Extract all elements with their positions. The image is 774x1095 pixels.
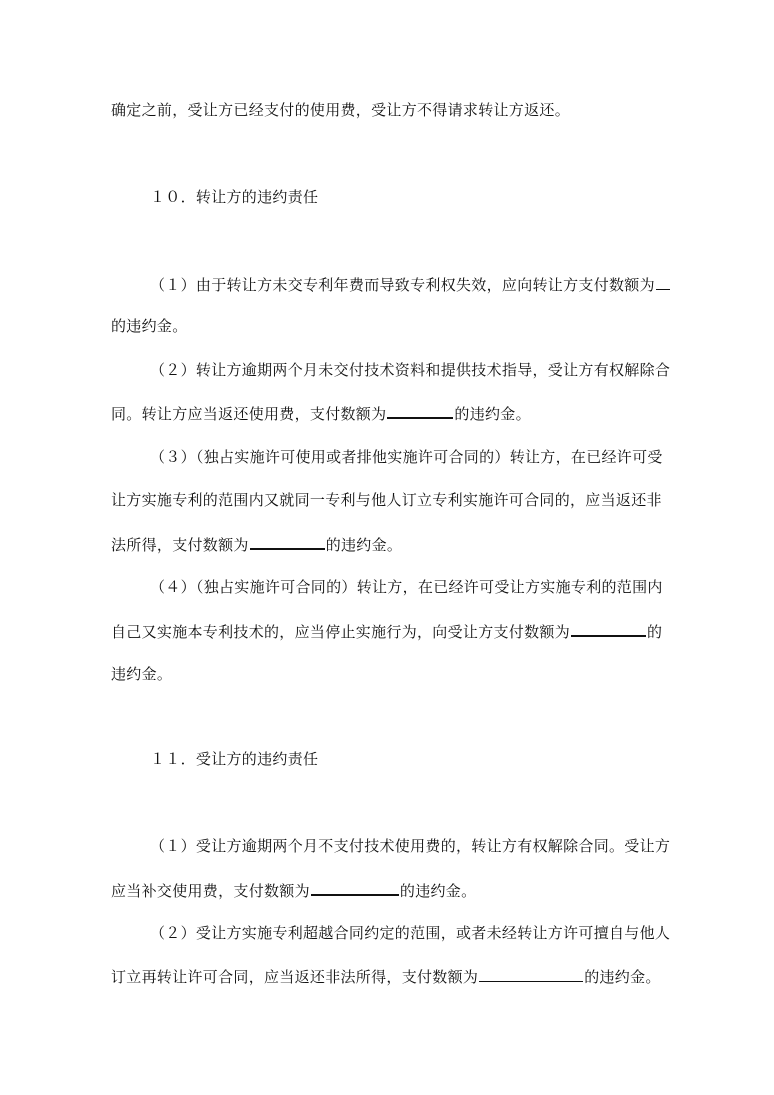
paragraph-line: （２）转让方逾期两个月未交付技术资料和提供技术指导，受让方有权解除合	[150, 361, 671, 379]
paragraph-line	[111, 533, 402, 555]
paragraph-line: 确定之前，受让方已经支付的使用费，受让方不得请求转让方返还。	[111, 101, 571, 119]
clause-text: 应当补交使用费，支付数额为	[111, 882, 310, 900]
clause-text: 订立再转让许可合同，应当返还非法所得，支付数额为	[111, 968, 479, 986]
paragraph-line	[111, 402, 531, 424]
clause-text: 的违约金。	[399, 882, 477, 900]
section-heading-10: １０．转让方的违约责任	[150, 188, 319, 206]
clause-text: 的违约金。	[325, 536, 403, 554]
paragraph-line: 让方实施专利的范围内又就同一专利与他人订立专利实施许可合同的，应当返还非	[111, 491, 662, 509]
clause-text: 法所得，支付数额为	[111, 536, 249, 554]
blank-field[interactable]	[479, 966, 583, 982]
paragraph-line	[150, 274, 671, 295]
paragraph-line	[111, 879, 476, 901]
paragraph-line	[111, 966, 661, 987]
clause-text: 的违约金。	[454, 405, 531, 423]
paragraph-line: （４）（独占实施许可合同的）转让方，在已经许可受让方实施专利的范围内	[150, 578, 663, 596]
paragraph-line: 违约金。	[111, 665, 173, 683]
clause-text: 的	[647, 623, 663, 641]
paragraph-line: （２）受让方实施专利超越合同约定的范围，或者未经转让方许可擅自与他人	[150, 924, 671, 942]
paragraph-line: （１）受让方逾期两个月不支付技术使用费的，转让方有权解除合同。受让方	[150, 837, 671, 855]
clause-text: 自己又实施本专利技术的，应当停止实施行为，向受让方支付数额为	[111, 623, 571, 641]
blank-field[interactable]	[571, 620, 646, 637]
blank-field[interactable]	[311, 879, 399, 896]
clause-text: 同。转让方应当返还使用费，支付数额为	[111, 405, 387, 423]
blank-field[interactable]	[656, 274, 670, 290]
blank-field[interactable]	[387, 402, 453, 419]
paragraph-line: 的违约金。	[111, 317, 188, 335]
section-heading-11: １１．受让方的违约责任	[150, 750, 319, 768]
clause-text: （１）由于转让方未交专利年费而导致专利权失效，应向转让方支付数额为	[150, 276, 655, 294]
blank-field[interactable]	[250, 533, 325, 550]
clause-text: 的违约金。	[584, 968, 661, 986]
paragraph-line: （３）（独占实施许可使用或者排他实施许可合同的）转让方，在已经许可受	[150, 448, 663, 466]
paragraph-line	[111, 620, 662, 642]
